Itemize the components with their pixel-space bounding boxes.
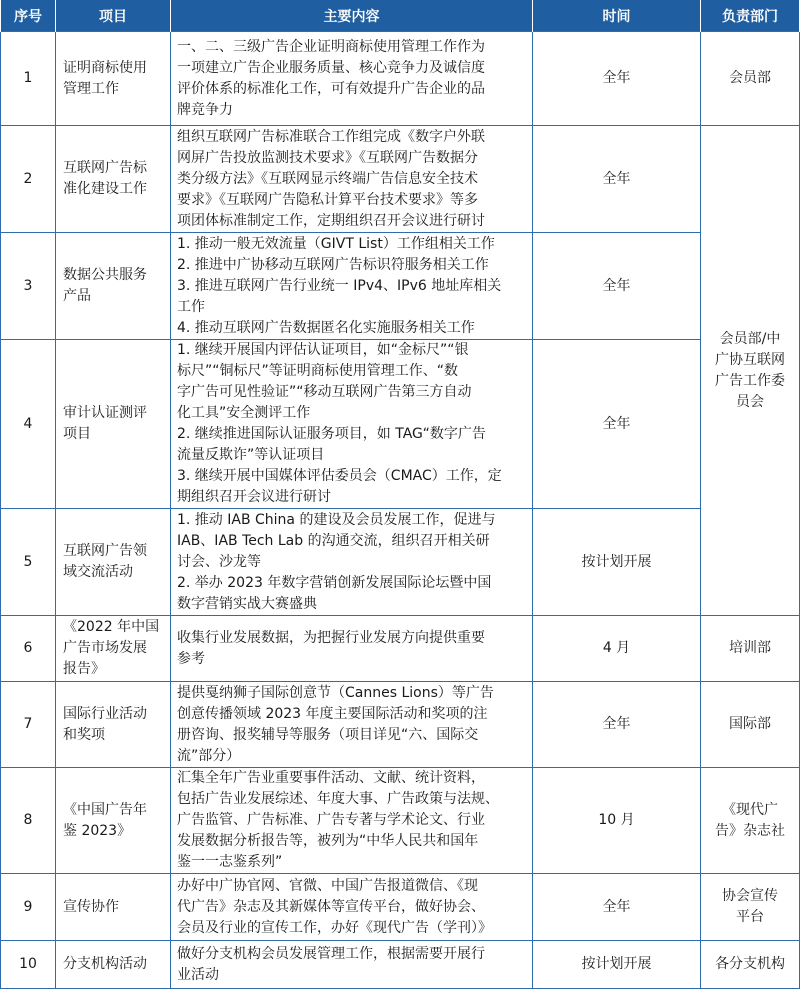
cell-line: 化工具”安全测评工作 [177,405,311,421]
cell-line: 互联网广告标 [63,160,147,176]
cell-line: 办好中广协官网、官微、中国广告报道微信、《现 [177,877,478,894]
time-cell: 全年 [533,340,701,509]
content-cell [171,874,533,941]
cell-line: 报告》 [63,661,105,677]
cell-line: 数据公共服务 [63,267,147,283]
time-cell: 全年 [533,126,701,233]
project-cell [56,682,171,768]
row-number: 3 [1,233,56,340]
cell-line: 《2022 年中国 [63,619,160,635]
cell-line: 员会 [736,393,764,410]
cell-line: 2. 举办 2023 年数字营销创新发展国际论坛暨中国 [177,574,492,591]
cell-line: 创意传播领域 2023 年度主要国际活动和奖项的注 [177,705,488,722]
header-content: 主要内容 [171,0,533,32]
cell-line: 1. 推动一般无效流量（GIVT List）工作组相关工作 [177,235,495,252]
cell-line: 国际行业活动 [63,705,147,722]
cell-line: 工作 [177,298,205,315]
cell-line: 各分支机构 [715,956,785,972]
table-row [1,941,800,989]
cell-line: 分支机构活动 [63,956,147,972]
cell-line: 审计认证测评 [63,405,147,421]
cell-line: 要求》《互联网广告隐私计算平台技术要求》等多 [177,191,478,208]
content-cell [171,509,533,616]
cell-line: 1. 继续开展国内评估认证项目，如“金标尺”“银 [177,342,469,358]
time-cell: 全年 [533,32,701,126]
header-project: 项目 [56,0,171,32]
time-cell: 全年 [533,233,701,340]
cell-line: 和奖项 [63,726,105,743]
table-row [1,682,800,768]
row-number: 1 [1,32,56,126]
project-cell [56,874,171,941]
table-row [1,340,800,509]
cell-line: 册咨询、报奖辅导等服务（项目详见“六、国际交 [177,726,479,743]
cell-line: 平台 [736,909,764,925]
dept-cell [701,941,800,989]
cell-line: 协会宣传 [722,888,778,904]
cell-line: 项团体标准制定工作，定期组织召开会议进行研讨 [177,212,485,229]
row-number: 9 [1,874,56,941]
cell-line: 广告工作委 [715,372,785,389]
cell-line: 提供戛纳狮子国际创意节（Cannes Lions）等广告 [177,684,494,701]
dept-cell [701,616,800,682]
cell-line: 《中国广告年 [63,801,147,818]
cell-line: 鉴 2023》 [63,822,132,839]
table-row [1,509,800,616]
cell-line: 2. 继续推进国际认证服务项目，如 TAG“数字广告 [177,426,486,442]
project-cell [56,126,171,233]
project-cell [56,32,171,126]
time-cell: 全年 [533,874,701,941]
cell-line: 业活动 [177,966,219,983]
time-cell: 全年 [533,682,701,768]
cell-line: 牌竞争力 [177,101,233,118]
cell-line: 做好分支机构会员发展管理工作，根据需要开展行 [177,945,485,962]
row-number: 8 [1,768,56,874]
table-row [1,233,800,340]
cell-line: 数字营销实战大赛盛典 [177,595,317,612]
cell-line: 评价体系的标准化工作，可有效提升广告企业的品 [177,80,485,97]
content-cell [171,768,533,874]
cell-line: 代广告》杂志及其新媒体等宣传平台，做好协会、 [177,898,485,915]
cell-line: 会员部/中 [719,330,781,347]
row-number: 10 [1,941,56,989]
cell-line: 证明商标使用 [63,59,147,76]
cell-line: 包括广告业发展综述、年度大事、广告政策与法规、 [177,791,499,807]
cell-line: 2. 推进中广协移动互联网广告标识符服务相关工作 [177,256,489,273]
cell-line: 一项建立广告企业服务质量、核心竞争力及诚信度 [177,59,485,76]
table-row [1,126,800,233]
cell-line: 流量反欺诈”等认证项目 [177,447,325,463]
content-cell [171,340,533,509]
time-cell: 按计划开展 [533,509,701,616]
dept-cell [701,32,800,126]
cell-line: 3. 推进互联网广告行业统一 IPv4、IPv6 地址库相关 [177,277,502,294]
table-row [1,32,800,126]
cell-line: 会员部 [729,70,771,86]
time-cell: 10 月 [533,768,701,874]
cell-line: 域交流活动 [63,564,133,580]
table-header-row [1,0,800,32]
time-cell: 按计划开展 [533,941,701,989]
row-number: 6 [1,616,56,682]
cell-line: 告》杂志社 [715,822,785,839]
cell-line: 一、二、三级广告企业证明商标使用管理工作作为 [177,38,485,55]
cell-line: 会员及行业的宣传工作，办好《现代广告（学刊）》 [177,919,492,936]
row-number: 7 [1,682,56,768]
row-number: 5 [1,509,56,616]
content-cell [171,941,533,989]
header-time: 时间 [533,0,701,32]
project-cell [56,616,171,682]
cell-line: 标尺”“铜标尺”等证明商标使用管理工作、“数 [177,363,459,379]
content-cell [171,682,533,768]
cell-line: 4. 推动互联网广告数据匿名化实施服务相关工作 [177,319,475,336]
table-row [1,616,800,682]
cell-line: 讨会、沙龙等 [177,553,261,570]
cell-line: 《现代广 [722,801,778,818]
row-number: 4 [1,340,56,509]
cell-line: 类分级方法》《互联网显示终端广告信息安全技术 [177,170,478,187]
cell-line: 广告市场发展 [63,640,147,656]
content-cell [171,616,533,682]
cell-line: 项目 [63,426,91,442]
cell-line: 组织互联网广告标准联合工作组完成《数字户外联 [177,128,485,145]
dept-cell [701,874,800,941]
cell-line: 宣传协作 [63,898,119,915]
cell-line: 汇集全年广告业重要事件活动、文献、统计资料， [177,770,485,786]
cell-line: 管理工作 [63,80,119,97]
table-row [1,874,800,941]
cell-line: 广协互联网 [715,351,785,368]
dept-cell [701,682,800,768]
dept-cell [701,768,800,874]
cell-line: 发展数据分析报告等，被列为“中华人民共和国年 [177,833,479,849]
header-dept: 负责部门 [701,0,800,32]
merged-dept-cell [701,126,800,616]
cell-line: 流”部分） [177,747,241,764]
project-cell [56,941,171,989]
cell-line: 期组织召开会议进行研讨 [177,489,331,505]
cell-line: 广告监管、广告标准、广告专著与学术论文、行业 [177,812,485,828]
project-cell [56,509,171,616]
cell-line: 国际部 [729,716,771,732]
cell-line: 产品 [63,288,91,304]
cell-line: 3. 继续开展中国媒体评估委员会（CMAC）工作，定 [177,468,502,484]
header-seq: 序号 [1,0,56,32]
cell-line: 培训部 [729,640,771,656]
project-cell [56,340,171,509]
cell-line: 互联网广告领 [63,543,147,559]
project-cell [56,768,171,874]
project-cell [56,233,171,340]
content-cell [171,126,533,233]
cell-line: 网屏广告投放监测技术要求》《互联网广告数据分 [177,149,478,166]
table-row [1,768,800,874]
content-cell [171,32,533,126]
row-number: 2 [1,126,56,233]
cell-line: IAB、IAB Tech Lab 的沟通交流，组织召开相关研 [177,532,490,549]
cell-line: 准化建设工作 [63,181,147,197]
time-cell: 4 月 [533,616,701,682]
cell-line: 参考 [177,650,205,667]
cell-line: 字广告可见性验证”“移动互联网广告第三方自动 [177,384,472,400]
cell-line: 鉴一一志鉴系列” [177,854,283,870]
cell-line: 收集行业发展数据，为把握行业发展方向提供重要 [177,629,485,646]
content-cell [171,233,533,340]
cell-line: 1. 推动 IAB China 的建设及会员发展工作，促进与 [177,511,496,528]
